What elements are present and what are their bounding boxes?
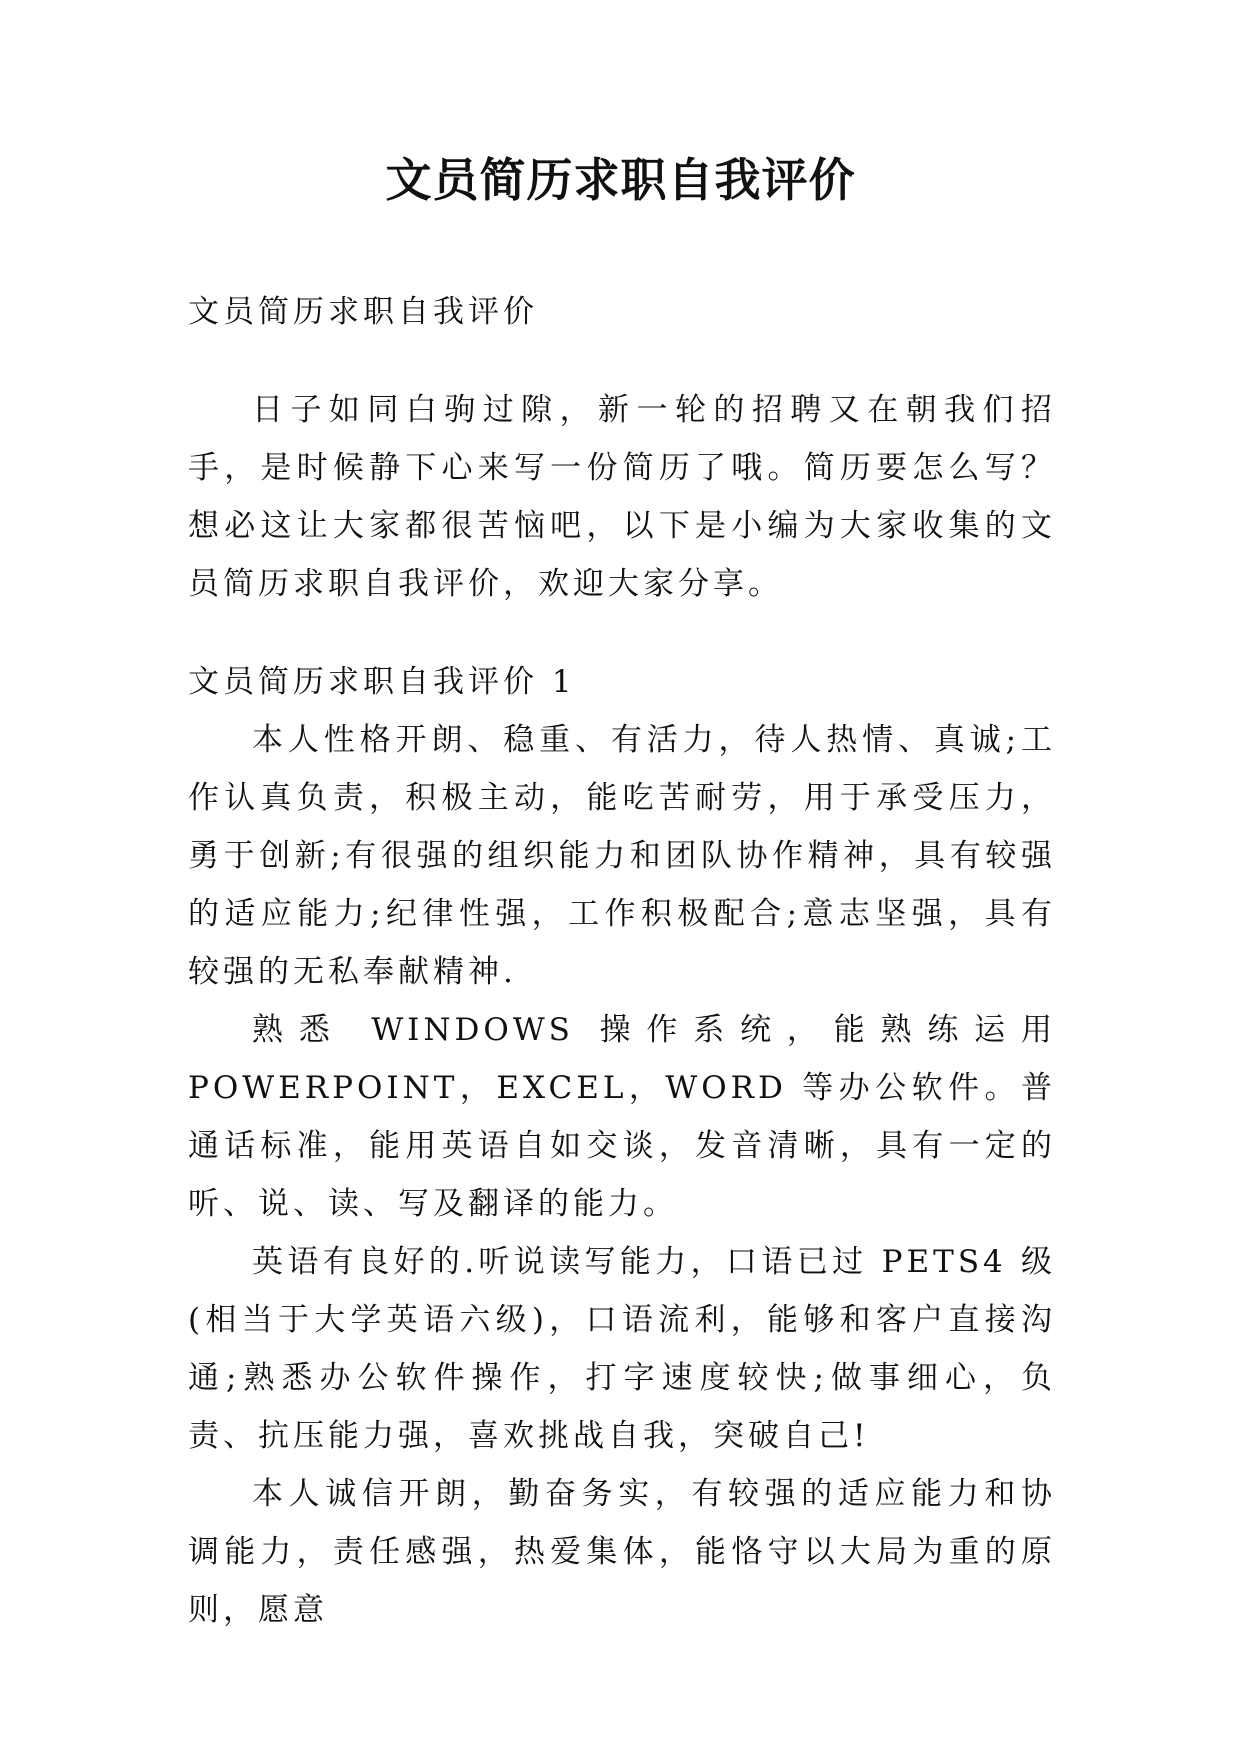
body-paragraph-3: 英语有良好的.听说读写能力，口语已过 PETS4 级(相当于大学英语六级)，口语流利，能够和客户直接沟通;熟悉办公软件操作，打字速度较快;做事细心，负责、抗压能力强，喜欢挑战自我，突破自己! (188, 1244, 1056, 1454)
document-title: 文员简历求职自我评价 (385, 153, 856, 207)
intro-paragraph: 日子如同白驹过隙，新一轮的招聘又在朝我们招手，是时候静下心来写一份简历了哦。简历要怎么写？想必这让大家都很苦恼吧，以下是小编为大家收集的文员简历求职自我评价，欢迎大家分享。 (188, 392, 1056, 602)
section-heading: 文员简历求职自我评价 1 (188, 664, 576, 700)
document-subtitle: 文员简历求职自我评价 (188, 294, 538, 330)
body-paragraph-1: 本人性格开朗、稳重、有活力，待人热情、真诚;工作认真负责，积极主动，能吃苦耐劳，用于承受压力，勇于创新;有很强的组织能力和团队协作精神，具有较强的适应能力;纪律性强，工作积极配合;意志坚强，具有较强的无私奉献精神. (188, 722, 1056, 990)
body-paragraph-2: 熟悉 WINDOWS 操作系统，能熟练运用 POWERPOINT，EXCEL，WORD 等办公软件。普通话标准，能用英语自如交谈，发音清晰，具有一定的听、说、读、写及翻译的能力。 (188, 1012, 1056, 1222)
document-body (188, 283, 1056, 1639)
body-paragraph-4: 本人诚信开朗，勤奋务实，有较强的适应能力和协调能力，责任感强，热爱集体，能恪守以大局为重的原则，愿意 (188, 1476, 1056, 1628)
